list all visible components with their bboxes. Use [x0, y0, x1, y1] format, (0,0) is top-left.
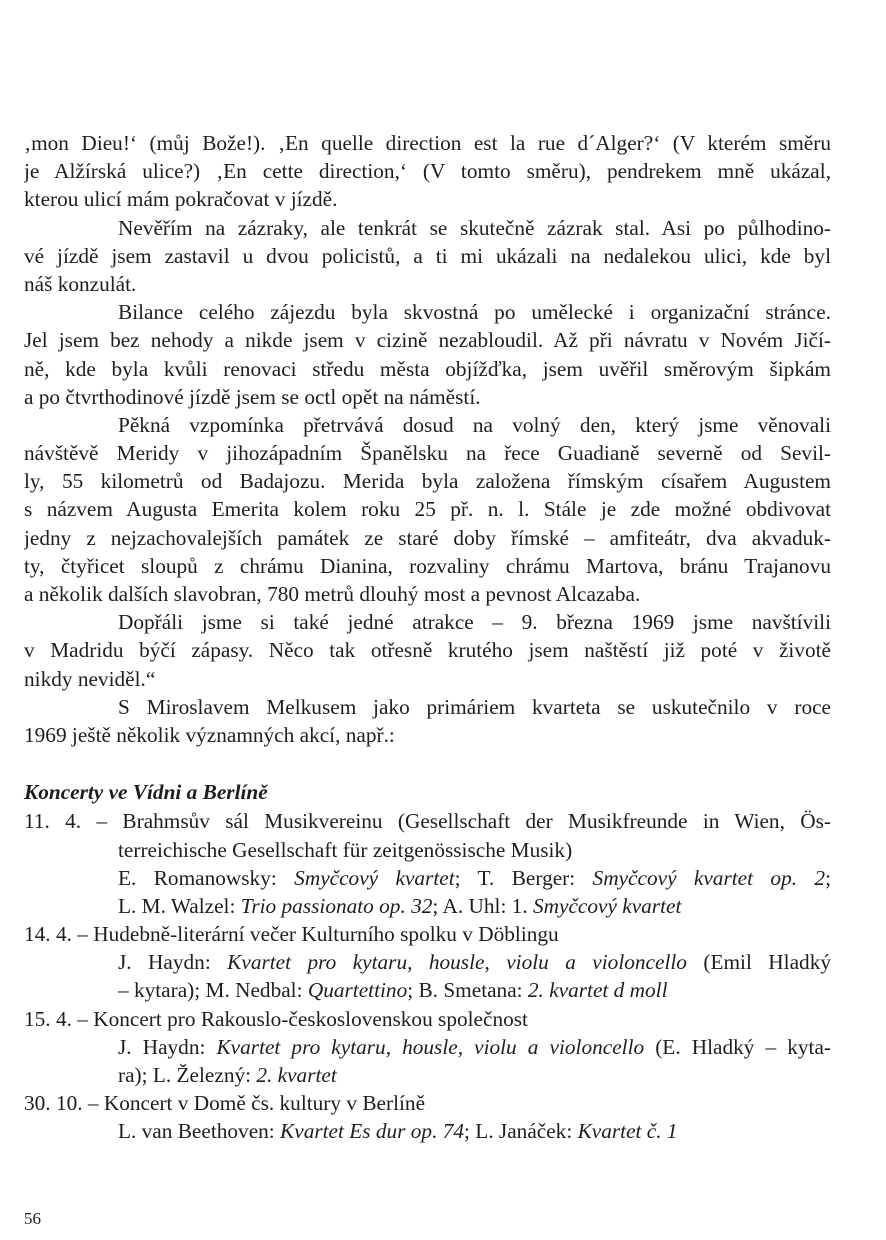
dash: – [71, 922, 94, 947]
paragraph [24, 608, 831, 693]
composer-text: – kytara); M. Nedbal: [118, 978, 308, 1003]
composer-text: E. Romanowsky: [118, 865, 295, 890]
concert-list [24, 807, 831, 1145]
work-title: Kvartet pro kytaru, housle, violu a violoncello [227, 950, 687, 975]
text-line: a několik dalších slavobran, 780 metrů dlouhý most a pevnost Alcazaba. [24, 582, 641, 606]
text-line: ně, kde byla kvůli renovaci středu města objížďka, jsem uvěřil směrovým šipkám [24, 356, 831, 381]
text-line: ty, čtyřicet sloupů z chrámu Dianina, rozvaliny chrámu Martova, bránu Trajanovu [24, 553, 831, 578]
text-line: Pěkná vzpomínka přetrvává dosud na volný den, který jsme věnovali [118, 412, 831, 437]
dash: – [71, 1006, 94, 1031]
text-line: a po čtvrthodinové jízdě jsem se octl opět na náměstí. [24, 384, 481, 409]
text-line: ly, 55 kilometrů od Badajozu. Merida byla založena římským císařem Augustem [24, 469, 831, 494]
concert-venue: Hudebně-literární večer Kulturního spolku v Döblingu [93, 922, 559, 947]
composer-text: ; T. Berger: [454, 865, 593, 890]
text-line: náš konzulát. [24, 271, 137, 296]
concert-venue: Brahmsův sál Musikvereinu (Gesellschaft der Musikfreunde in Wien, Ös- [122, 809, 831, 834]
program-line [24, 1061, 831, 1089]
paragraph [24, 298, 831, 411]
concert-date: 30. 10. [24, 1091, 83, 1116]
paragraph [24, 214, 831, 299]
composer-text: J. Haydn: [118, 1034, 217, 1059]
composer-text: L. M. Walzel: [118, 893, 241, 918]
text-line: kterou ulicí mám pokračovat v jízdě. [24, 187, 338, 212]
body-text [24, 129, 831, 749]
work-title: Kvartet č. 1 [577, 1119, 678, 1144]
concert-date: 11. 4. [24, 809, 82, 834]
dash: – [82, 1091, 104, 1116]
composer-text: ; A. Uhl: 1. [432, 893, 533, 918]
composer-text: L. van Beethoven: [118, 1119, 281, 1144]
composer-text: ; L. Janáček: [464, 1119, 578, 1144]
program-line [24, 1033, 831, 1061]
work-title: Smyčcový kvartet [294, 865, 455, 890]
text-line: jedny z nejzachovalejších památek ze staré doby římské – amfiteátr, dva akvaduk- [24, 525, 831, 550]
text-line: S Miroslavem Melkusem jako primáriem kvarteta se uskutečnilo v roce [118, 694, 831, 719]
concert-date: 14. 4. [24, 922, 72, 947]
composer-text: ; [825, 865, 831, 890]
text-line: Jel jsem bez nehody a nikde jsem v cizině nezabloudil. Až při návratu v Novém Jičí- [24, 328, 831, 353]
paragraph [24, 693, 831, 749]
work-title: Trio passionato op. 32 [240, 893, 433, 918]
work-title: Smyčcový kvartet [532, 893, 682, 918]
text-line: Bilance celého zájezdu byla skvostná po umělecké i organizační stránce. [118, 300, 831, 325]
composer-text: J. Haydn: [118, 950, 228, 975]
text-line: je Alžírská ulice?) ‚En cette direction,‘ (V tomto směru), pendrekem mně ukázal, [24, 159, 831, 184]
concert-venue: terreichische Gesellschaft für zeitgenössische Musik) [118, 837, 573, 862]
work-title: 2. kvartet [256, 1063, 337, 1087]
blank-line [24, 749, 831, 777]
text-line: 1969 ještě několik významných akcí, např.: [24, 722, 395, 747]
composer-text: ; B. Smetana: [407, 978, 528, 1003]
concert-venue: Koncert pro Rakouslo-československou společnost [93, 1006, 528, 1031]
text-line: Dopřáli jsme si také jedné atrakce – 9. března 1969 jsme navštívili [118, 610, 831, 635]
composer-text: (Emil Hladký [686, 950, 831, 975]
dash: – [81, 809, 123, 834]
concert-entry [24, 920, 831, 1005]
text-line: ‚mon Dieu!‘ (můj Bože!). ‚En quelle direction est la rue d´Alger?‘ (V kterém směru [24, 131, 831, 155]
work-title: Kvartet pro kytaru, housle, violu a violoncello [216, 1034, 645, 1059]
work-title: 2. kvartet d moll [527, 978, 668, 1003]
page-body [24, 129, 831, 1146]
concert-entry [24, 807, 831, 920]
concert-venue: Koncert v Domě čs. kultury v Berlíně [103, 1091, 426, 1116]
text-line: nikdy neviděl.“ [24, 666, 156, 691]
paragraph [24, 129, 831, 214]
work-title: Smyčcový kvartet op. 2 [592, 865, 826, 890]
program-line [24, 892, 831, 920]
composer-text: (E. Hladký – kyta- [644, 1034, 831, 1059]
program-line [24, 976, 831, 1004]
concert-date: 15. 4. [24, 1006, 72, 1031]
text-line: vé jízdě jsem zastavil u dvou policistů, a ti mi ukázali na nedalekou ulici, kde byl [24, 243, 831, 268]
text-line: s názvem Augusta Emerita kolem roku 25 př. n. l. Stále je zde možné obdivovat [24, 497, 831, 522]
paragraph [24, 411, 831, 608]
text-line: Nevěřím na zázraky, ale tenkrát se skutečně zázrak stal. Asi po půlhodino- [118, 215, 831, 240]
concert-entry [24, 1089, 831, 1145]
concert-entry [24, 1005, 831, 1090]
section-heading: Koncerty ve Vídni a Berlíně [24, 780, 268, 805]
text-line: návštěvě Meridy v jihozápadním Španělsku na řece Guadianě severně od Sevil- [24, 441, 831, 466]
page-number: 56 [24, 1209, 41, 1228]
work-title: Quartettino [307, 978, 408, 1003]
program-line [24, 948, 831, 976]
work-title: Kvartet Es dur op. 74 [280, 1119, 465, 1144]
composer-text: ra); L. Železný: [118, 1063, 257, 1087]
program-line [24, 864, 831, 892]
program-line [24, 1117, 831, 1145]
text-line: v Madridu býčí zápasy. Něco tak otřesně krutého jsem naštěstí již poté v životě [24, 638, 831, 663]
